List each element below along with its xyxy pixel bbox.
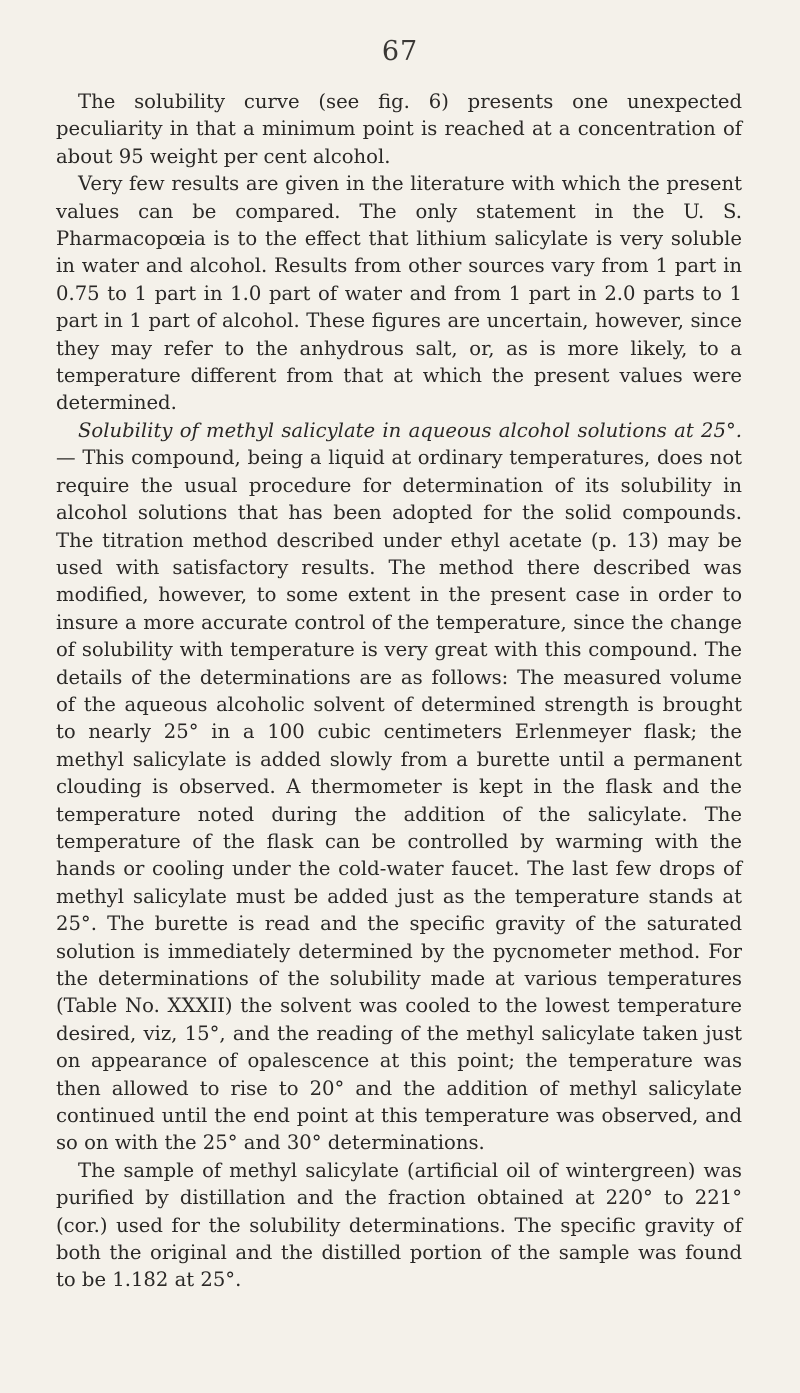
page-number: 67 (381, 36, 419, 67)
section-heading: Solubility of methyl salicylate in aqueous alcohol solutions at 25°. (78, 418, 742, 442)
body-text (56, 88, 742, 1294)
paragraph-literature-comparison: Very few results are given in the literature with which the present values can be compared. The only statement in the U. S. Pharmacopœia is to the effect that lithium salicylate is very soluble in water and alcohol. Results from other sources vary from 1 part in 0.75 to 1 part in 1.0 part of water and from 1 part in 2.0 parts to 1 part in 1 part of alcohol. These figures are uncertain, however, since they may refer to the anhydrous salt, or, as is more likely, to a temperature different from that at which the present values were determined. (56, 172, 742, 415)
paragraph-methyl-salicylate-text: — This compound, being a liquid at ordinary temperatures, does not require the usual procedure for determination of its solubility in alcohol solutions that has been adopted for the solid compounds. The titration method described under ethyl acetate (p. 13) may be used with satisfactory results. The method there described was modified, however, to some extent in the present case in order to insure a more accurate control of the temperature, since the change of solubility with temperature is very great with this compound. The details of the determinations are as follows: The measured volume of the aqueous alcoholic solvent of determined strength is brought to nearly 25° in a 100 cubic centimeters Erlenmeyer flask; the methyl salicylate is added slowly from a burette until a permanent clouding is observed. A thermometer is kept in the flask and the temperature noted during the addition of the salicylate. The temperature of the flask can be controlled by warming with the hands or cooling under the cold-water faucet. The last few drops of methyl salicylate must be added just as the temperature stands at 25°. The burette is read and the specific gravity of the saturated solution is immediately determined by the pycnometer method. For the determinations of the solubility made at various temperatures (Table No. XXXII) the solvent was cooled to the lowest temperature desired, viz, 15°, and the reading of the methyl salicylate taken just on appearance of opalescence at this point; the temperature was then allowed to rise to 20° and the addition of methyl salicylate continued until the end point at this temperature was observed, and so on with the 25° and 30° determinations. (56, 446, 742, 1155)
paragraph-methyl-salicylate-method (56, 417, 742, 1157)
paragraph-solubility-curve: The solubility curve (see fig. 6) presents one unexpected peculiarity in that a minimum point is reached at a concentration of about 95 weight per cent alcohol. (56, 90, 742, 168)
paragraph-sample-purification: The sample of methyl salicylate (artificial oil of wintergreen) was purified by distillation and the fraction obtained at 220° to 221° (cor.) used for the solubility determinations. The specific gravity of both the original and the distilled portion of the sample was found to be 1.182 at 25°. (56, 1158, 742, 1292)
